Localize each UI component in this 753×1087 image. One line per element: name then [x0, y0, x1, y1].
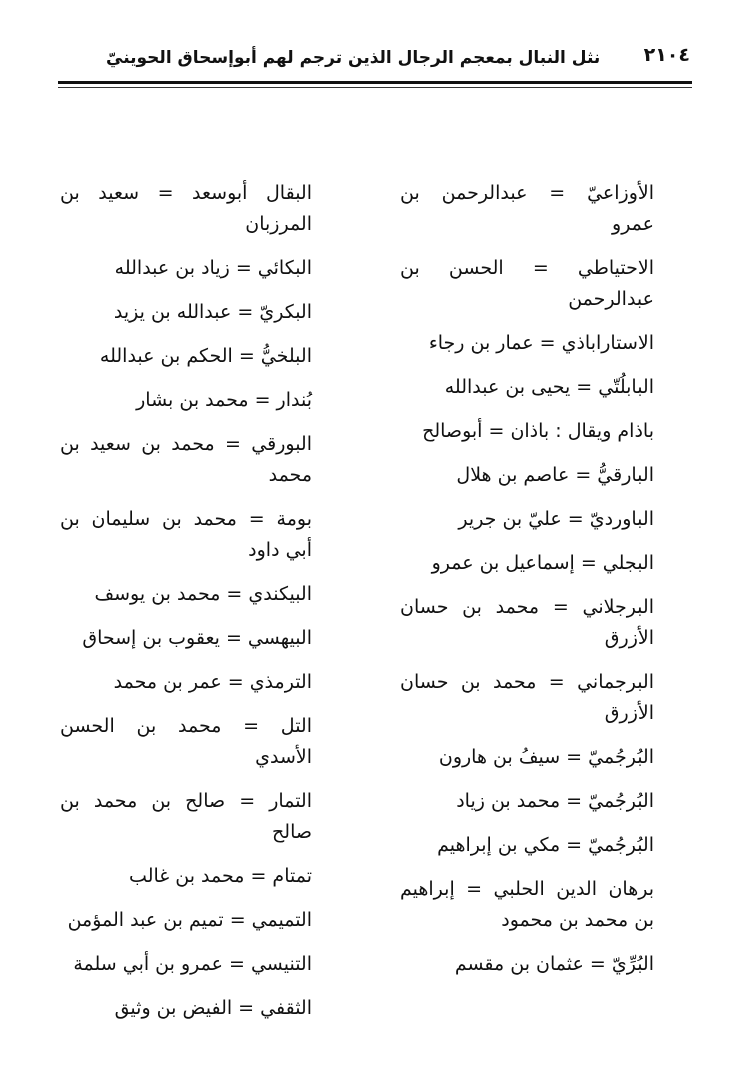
- index-entry: البُرجُميّ = سيفُ بن هارون: [438, 746, 654, 768]
- index-entry: البيهسي = يعقوب بن إسحاق: [82, 627, 312, 649]
- index-entry: الباورديّ = عليّ بن جرير: [458, 508, 654, 530]
- index-entry: البورقي = محمد بن سعيد بن محمد: [60, 433, 312, 486]
- index-entry: البابلُتّي = يحيى بن عبدالله: [444, 376, 654, 398]
- index-entry: الأوزاعيّ = عبدالرحمن بن عمرو: [400, 182, 654, 235]
- index-entry: تمتام = محمد بن غالب: [129, 865, 312, 887]
- index-entry: الترمذي = عمر بن محمد: [113, 671, 312, 693]
- index-entry: التنيسي = عمرو بن أبي سلمة: [73, 953, 312, 975]
- index-entry: بُندار = محمد بن بشار: [136, 389, 312, 411]
- index-entry: الثقفي = الفيض بن وثيق: [114, 997, 312, 1019]
- running-title: نثل النبال بمعجم الرجال الذين ترجم لهم أبوإسحاق الحوينيّ: [106, 48, 601, 68]
- index-entry: البيكندي = محمد بن يوسف: [94, 583, 312, 605]
- index-entry: برهان الدين الحلبي = إبراهيم بن محمد بن محمود: [400, 878, 654, 931]
- index-entry: البلخيُّ = الحكم بن عبدالله: [99, 345, 312, 367]
- right-column: [400, 178, 654, 993]
- header-rule-thin: [58, 87, 692, 88]
- index-entry: البجلي = إسماعيل بن عمرو: [431, 552, 654, 574]
- header-rule-thick: [58, 81, 692, 84]
- index-entry: البكريّ = عبدالله بن يزيد: [113, 301, 312, 323]
- index-entry: التل = محمد بن الحسن الأسدي: [60, 715, 312, 768]
- index-entry: البُرجُميّ = محمد بن زياد: [456, 790, 654, 812]
- index-entry: البُرِّيّ = عثمان بن مقسم: [454, 953, 654, 975]
- page-header: [58, 42, 690, 82]
- index-entry: التمار = صالح بن محمد بن صالح: [60, 790, 312, 843]
- index-entry: البقال أبوسعد = سعيد بن المرزبان: [60, 182, 312, 235]
- left-column: [60, 178, 312, 1037]
- index-entry: البكائي = زياد بن عبدالله: [114, 257, 312, 279]
- index-entry: باذام ويقال : باذان = أبوصالح: [422, 420, 654, 442]
- index-entry: الاستاراباذي = عمار بن رجاء: [428, 332, 654, 354]
- index-entry: الاحتياطي = الحسن بن عبدالرحمن: [400, 257, 654, 310]
- index-entry: البارقيُّ = عاصم بن هلال: [456, 464, 654, 486]
- page-number: ٢١٠٤: [643, 44, 690, 66]
- index-entry: البُرجُميّ = مكي بن إبراهيم: [437, 834, 654, 856]
- index-entry: البرجلاني = محمد بن حسان الأزرق: [400, 596, 654, 649]
- index-entry: بومة = محمد بن سليمان بن أبي داود: [60, 508, 312, 561]
- index-entry: التميمي = تميم بن عبد المؤمن: [67, 909, 312, 931]
- index-entry: البرجماني = محمد بن حسان الأزرق: [400, 671, 654, 724]
